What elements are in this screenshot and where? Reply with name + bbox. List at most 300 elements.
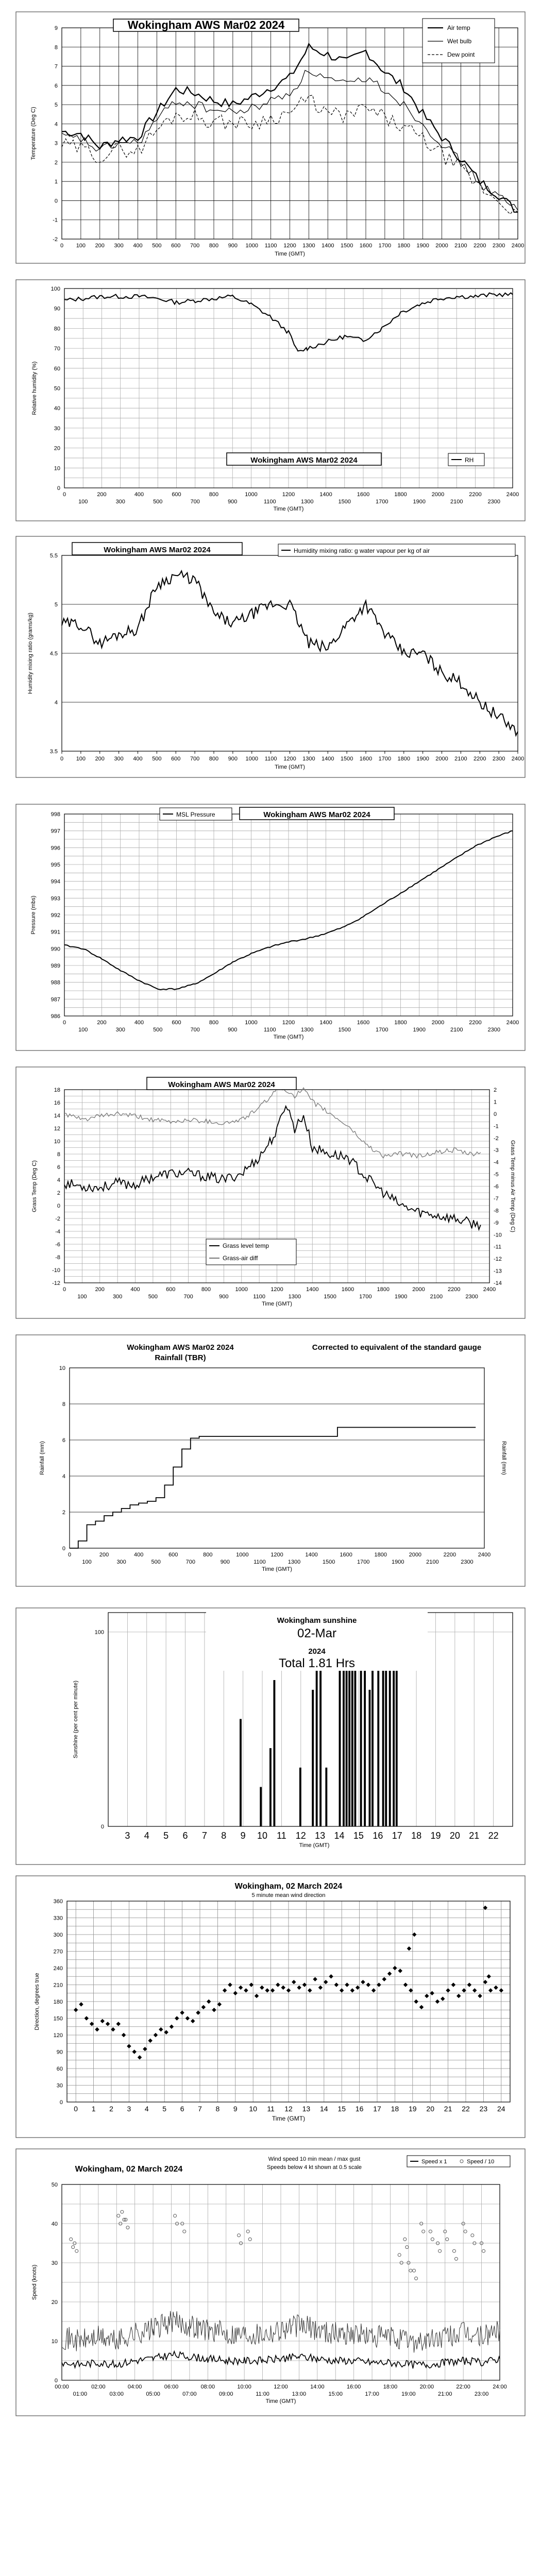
wind-direction-subtitle: 5 minute mean wind direction bbox=[251, 1892, 326, 1899]
pressure-y-tick-11: 997 bbox=[50, 828, 60, 835]
wind-speed-x-label: Time (GMT) bbox=[265, 2398, 296, 2404]
wind-speed-x-tick-top-1: 02:00 bbox=[91, 2384, 106, 2390]
wind-speed-x-tick-bottom-8: 17:00 bbox=[365, 2391, 379, 2397]
rainfall-x-tick-top-1: 200 bbox=[99, 1552, 109, 1558]
mixing-y-label: Humidity mixing ratio (grams/kg) bbox=[27, 613, 33, 694]
temperature-legend-label-2: Dew point bbox=[447, 51, 475, 58]
rainfall-note: Corrected to equivalent of the standard gauge bbox=[312, 1343, 482, 1352]
grass-y-right-tick-3: -11 bbox=[494, 1244, 502, 1250]
humidity-x-tick-top-9: 1800 bbox=[394, 492, 407, 498]
wind-direction-y-tick-7: 210 bbox=[53, 1982, 63, 1989]
sunshine-burst-2 bbox=[270, 1749, 271, 1826]
humidity-x-tick-bottom-10: 2100 bbox=[450, 499, 463, 505]
rainfall-x-label: Time (GMT) bbox=[262, 1566, 292, 1572]
wind-speed-x-tick-top-8: 16:00 bbox=[346, 2384, 361, 2390]
wind-speed-y-tick-5: 50 bbox=[51, 2182, 58, 2188]
mixing-x-tick-22: 2200 bbox=[474, 756, 486, 762]
mixing-y-tick-1: 4 bbox=[54, 700, 58, 706]
temperature-x-tick-15: 1500 bbox=[340, 243, 353, 249]
mixing-x-tick-14: 1400 bbox=[322, 756, 334, 762]
rainfall-title: Wokingham AWS Mar02 2024 bbox=[127, 1343, 234, 1352]
sunshine-date: 02-Mar bbox=[297, 1626, 337, 1640]
grass-y-tick-15: 18 bbox=[54, 1087, 60, 1093]
rainfall-x-tick-bottom-3: 700 bbox=[185, 1559, 195, 1565]
sunshine-y-label: Sunshine (per cent per minute) bbox=[73, 1680, 79, 1759]
sunshine-x-label: Time (GMT) bbox=[299, 1842, 330, 1849]
wind-direction-x-tick-0: 0 bbox=[74, 2105, 78, 2113]
rainfall-x-tick-top-12: 2400 bbox=[478, 1552, 491, 1558]
pressure-x-tick-top-11: 2200 bbox=[469, 1020, 482, 1026]
wind-speed-panel bbox=[15, 2148, 526, 2416]
wind-speed-y-label: Speed (knots) bbox=[31, 2264, 38, 2300]
temperature-y-tick-1: -1 bbox=[53, 217, 58, 224]
grass-x-tick-bottom-8: 1700 bbox=[359, 1294, 372, 1300]
temperature-x-tick-5: 500 bbox=[152, 243, 162, 249]
temperature-y-tick-11: 9 bbox=[54, 25, 58, 31]
pressure-x-tick-bottom-4: 900 bbox=[228, 1027, 238, 1033]
wind-speed-x-tick-top-7: 14:00 bbox=[310, 2384, 325, 2390]
pressure-x-tick-top-8: 1600 bbox=[357, 1020, 370, 1026]
sunshine-x-tick-19: 22 bbox=[488, 1831, 499, 1841]
temperature-legend-label-0: Air temp bbox=[447, 24, 470, 31]
grass-x-tick-bottom-6: 1300 bbox=[288, 1294, 301, 1300]
sunshine-chart bbox=[15, 1607, 526, 1865]
sunshine-burst-5 bbox=[312, 1690, 313, 1826]
wind-direction-y-tick-2: 60 bbox=[56, 2066, 63, 2072]
grass-y-right-tick-4: -10 bbox=[494, 1232, 502, 1239]
humidity-x-tick-top-5: 1000 bbox=[245, 492, 258, 498]
wind-direction-x-tick-17: 17 bbox=[373, 2105, 381, 2113]
grass-x-tick-top-5: 1000 bbox=[235, 1286, 248, 1293]
temperature-chart bbox=[15, 11, 526, 264]
rainfall-y-tick-2: 4 bbox=[62, 1473, 65, 1480]
sunshine-burst-3 bbox=[274, 1681, 275, 1826]
pressure-x-tick-top-10: 2000 bbox=[431, 1020, 445, 1026]
temperature-x-tick-16: 1600 bbox=[359, 243, 373, 249]
pressure-x-tick-bottom-10: 2100 bbox=[450, 1027, 463, 1033]
humidity-panel bbox=[15, 279, 526, 521]
rainfall-x-tick-top-2: 400 bbox=[133, 1552, 144, 1558]
mixing-x-tick-18: 1800 bbox=[397, 756, 410, 762]
wind-direction-x-tick-9: 9 bbox=[233, 2105, 238, 2113]
wind-direction-y-tick-0: 0 bbox=[59, 2099, 63, 2106]
temperature-x-tick-13: 1300 bbox=[302, 243, 315, 249]
wind-speed-x-tick-top-5: 10:00 bbox=[237, 2384, 251, 2390]
rainfall-y-tick-1: 2 bbox=[62, 1510, 65, 1516]
pressure-y-tick-8: 994 bbox=[50, 878, 60, 885]
sunshine-x-tick-17: 20 bbox=[449, 1831, 460, 1841]
sunshine-x-tick-1: 4 bbox=[144, 1831, 149, 1841]
pressure-y-tick-3: 989 bbox=[50, 963, 60, 969]
wind-direction-y-tick-1: 30 bbox=[56, 2082, 63, 2089]
pressure-x-tick-bottom-1: 300 bbox=[115, 1027, 125, 1033]
grass-y-tick-11: 10 bbox=[54, 1139, 60, 1145]
humidity-x-tick-bottom-1: 300 bbox=[115, 499, 125, 505]
temperature-x-tick-3: 300 bbox=[114, 243, 124, 249]
grass-x-tick-bottom-0: 100 bbox=[77, 1294, 87, 1300]
sunshine-x-tick-12: 15 bbox=[353, 1831, 364, 1841]
wind-speed-x-tick-bottom-7: 15:00 bbox=[328, 2391, 343, 2397]
wind-speed-x-tick-bottom-10: 21:00 bbox=[437, 2391, 452, 2397]
rainfall-chart bbox=[15, 1334, 526, 1587]
temperature-x-tick-22: 2200 bbox=[474, 243, 486, 249]
wind-direction-x-tick-5: 5 bbox=[162, 2105, 167, 2113]
wind-speed-title: Wokingham, 02 March 2024 bbox=[75, 2165, 183, 2174]
wind-direction-x-tick-14: 14 bbox=[320, 2105, 328, 2113]
humidity-x-tick-top-0: 0 bbox=[62, 492, 66, 498]
wind-speed-x-tick-top-6: 12:00 bbox=[274, 2384, 288, 2390]
grass-y-right-tick-2: -12 bbox=[494, 1256, 502, 1263]
grass-y-tick-5: -2 bbox=[55, 1216, 60, 1222]
humidity-y-tick-2: 20 bbox=[54, 445, 60, 452]
pressure-x-tick-top-4: 800 bbox=[209, 1020, 219, 1026]
grass-y-right-tick-9: -5 bbox=[494, 1172, 499, 1178]
pressure-y-tick-5: 991 bbox=[50, 929, 60, 936]
grass-y-tick-13: 14 bbox=[54, 1113, 60, 1119]
grass-y-tick-9: 6 bbox=[57, 1164, 60, 1171]
pressure-x-tick-bottom-2: 500 bbox=[153, 1027, 163, 1033]
humidity-x-tick-bottom-7: 1500 bbox=[338, 499, 351, 505]
rainfall-y-tick-0: 0 bbox=[62, 1546, 65, 1552]
grass-x-tick-bottom-11: 2300 bbox=[465, 1294, 478, 1300]
humidity-y-tick-10: 100 bbox=[50, 286, 60, 292]
wind-speed-x-tick-top-3: 06:00 bbox=[164, 2384, 179, 2390]
pressure-y-tick-10: 996 bbox=[50, 845, 60, 852]
sunshine-burst-17 bbox=[369, 1690, 370, 1826]
humidity-x-tick-top-10: 2000 bbox=[431, 492, 445, 498]
pressure-x-tick-bottom-8: 1700 bbox=[376, 1027, 388, 1033]
wind-direction-y-tick-9: 270 bbox=[53, 1948, 63, 1955]
humidity-y-tick-9: 90 bbox=[54, 306, 60, 312]
wind-direction-y-tick-10: 300 bbox=[53, 1932, 63, 1938]
wind-direction-x-tick-8: 8 bbox=[215, 2105, 220, 2113]
humidity-x-tick-bottom-2: 500 bbox=[153, 499, 163, 505]
mixing-x-tick-1: 100 bbox=[76, 756, 86, 762]
humidity-x-label: Time (GMT) bbox=[273, 506, 304, 512]
rainfall-x-tick-bottom-8: 1700 bbox=[357, 1559, 370, 1565]
temperature-x-label: Time (GMT) bbox=[275, 251, 305, 257]
pressure-x-tick-top-5: 1000 bbox=[245, 1020, 258, 1026]
humidity-x-tick-top-3: 600 bbox=[172, 492, 181, 498]
pressure-x-tick-bottom-7: 1500 bbox=[338, 1027, 351, 1033]
sunshine-x-tick-18: 21 bbox=[469, 1831, 480, 1841]
rainfall-x-tick-bottom-9: 1900 bbox=[392, 1559, 404, 1565]
temperature-y-tick-10: 8 bbox=[54, 44, 58, 51]
mixing-x-tick-9: 900 bbox=[228, 756, 238, 762]
mixing-x-tick-16: 1600 bbox=[359, 756, 373, 762]
temperature-x-tick-12: 1200 bbox=[283, 243, 296, 249]
grass-y-right-tick-0: -14 bbox=[494, 1280, 502, 1286]
temperature-panel bbox=[15, 11, 526, 264]
grass-temperature-chart bbox=[15, 1066, 526, 1319]
wind-speed-legend-label-0: Speed x 1 bbox=[421, 2159, 447, 2165]
grass-x-tick-top-3: 600 bbox=[166, 1286, 176, 1293]
grass-x-tick-bottom-5: 1100 bbox=[253, 1294, 265, 1300]
humidity-x-tick-top-1: 200 bbox=[97, 492, 107, 498]
rainfall-panel bbox=[15, 1334, 526, 1587]
humidity-legend-label: RH bbox=[465, 456, 474, 464]
grass-y-tick-0: -12 bbox=[52, 1280, 60, 1286]
grass-y-tick-3: -6 bbox=[55, 1242, 60, 1248]
sunshine-year: 2024 bbox=[308, 1647, 326, 1656]
humidity-y-tick-4: 40 bbox=[54, 405, 60, 412]
sunshine-x-tick-2: 5 bbox=[163, 1831, 169, 1841]
pressure-title: Wokingham AWS Mar02 2024 bbox=[263, 810, 370, 819]
temperature-x-tick-23: 2300 bbox=[492, 243, 505, 249]
mixing-legend-label: Humidity mixing ratio: g water vapour per kg of air bbox=[294, 547, 430, 554]
rainfall-x-tick-top-7: 1400 bbox=[305, 1552, 318, 1558]
grass-y-tick-8: 4 bbox=[57, 1177, 60, 1183]
rainfall-x-tick-bottom-7: 1500 bbox=[322, 1559, 335, 1565]
sunshine-burst-7 bbox=[320, 1651, 321, 1826]
pressure-x-tick-top-3: 600 bbox=[172, 1020, 181, 1026]
mixing-x-tick-6: 600 bbox=[171, 756, 181, 762]
grass-x-tick-top-10: 2000 bbox=[412, 1286, 425, 1293]
wind-direction-x-tick-20: 20 bbox=[426, 2105, 434, 2113]
grass-x-tick-top-4: 800 bbox=[201, 1286, 211, 1293]
mixing-x-tick-19: 1900 bbox=[416, 756, 429, 762]
pressure-y-tick-6: 992 bbox=[50, 912, 60, 919]
mixing-x-label: Time (GMT) bbox=[275, 764, 305, 770]
sunshine-y-tick-0: 0 bbox=[100, 1824, 104, 1830]
sunshine-burst-1 bbox=[260, 1788, 261, 1826]
wind-speed-y-tick-4: 40 bbox=[51, 2221, 58, 2227]
temperature-y-label: Temperature (Deg C) bbox=[30, 107, 37, 160]
grass-y-right-tick-6: -8 bbox=[494, 1208, 499, 1214]
wind-direction-x-tick-3: 3 bbox=[127, 2105, 131, 2113]
sunshine-x-tick-13: 16 bbox=[373, 1831, 383, 1841]
temperature-x-tick-20: 2000 bbox=[435, 243, 448, 249]
humidity-x-tick-bottom-4: 900 bbox=[228, 499, 238, 505]
pressure-x-tick-top-2: 400 bbox=[134, 1020, 144, 1026]
pressure-x-tick-top-7: 1400 bbox=[319, 1020, 332, 1026]
pressure-y-tick-0: 986 bbox=[50, 1013, 60, 1020]
pressure-y-label: Pressure (mbs) bbox=[30, 895, 37, 935]
mixing-x-tick-11: 1100 bbox=[264, 756, 277, 762]
grass-y-tick-4: -4 bbox=[55, 1229, 60, 1235]
grass-x-tick-bottom-10: 2100 bbox=[430, 1294, 443, 1300]
rainfall-x-tick-top-10: 2000 bbox=[409, 1552, 422, 1558]
sunshine-y-tick-1: 100 bbox=[94, 1629, 104, 1636]
wind-direction-title: Wokingham, 02 March 2024 bbox=[234, 1882, 343, 1891]
wind-direction-panel-border bbox=[16, 1876, 525, 2138]
rainfall-x-tick-bottom-4: 900 bbox=[220, 1559, 230, 1565]
sunshine-x-tick-10: 13 bbox=[315, 1831, 326, 1841]
mixing-title: Wokingham AWS Mar02 2024 bbox=[104, 546, 211, 554]
mixing-y-tick-3: 5 bbox=[54, 602, 58, 608]
humidity-y-label: Relative humidity (%) bbox=[31, 361, 38, 415]
humidity-x-tick-bottom-11: 2300 bbox=[487, 499, 500, 505]
wind-direction-x-tick-10: 10 bbox=[249, 2105, 257, 2113]
wind-direction-y-label: Direction, degrees true bbox=[34, 1973, 40, 2030]
mixing-x-tick-5: 500 bbox=[152, 756, 162, 762]
sunshine-panel bbox=[15, 1607, 526, 1865]
sunshine-x-tick-0: 3 bbox=[125, 1831, 130, 1841]
grass-x-tick-bottom-9: 1900 bbox=[394, 1294, 408, 1300]
temperature-x-tick-10: 1000 bbox=[245, 243, 258, 249]
humidity-x-tick-top-11: 2200 bbox=[469, 492, 482, 498]
grass-y-right-tick-10: -4 bbox=[494, 1159, 499, 1166]
mixing-x-tick-21: 2100 bbox=[454, 756, 467, 762]
grass-y-right-tick-14: 0 bbox=[494, 1111, 497, 1117]
mixing-x-tick-4: 400 bbox=[133, 756, 143, 762]
wind-speed-x-tick-bottom-2: 05:00 bbox=[146, 2391, 160, 2397]
grass-y-right-tick-13: -1 bbox=[494, 1123, 499, 1130]
grass-y-right-tick-8: -6 bbox=[494, 1183, 499, 1190]
wind-speed-y-tick-3: 30 bbox=[51, 2260, 58, 2266]
pressure-panel bbox=[15, 804, 526, 1051]
wind-speed-x-tick-bottom-11: 23:00 bbox=[474, 2391, 489, 2397]
mixing-x-tick-17: 1700 bbox=[378, 756, 392, 762]
pressure-legend-label: MSL Pressure bbox=[176, 811, 215, 818]
pressure-x-tick-top-12: 2400 bbox=[506, 1020, 519, 1026]
temperature-y-tick-5: 3 bbox=[54, 140, 58, 147]
sunshine-x-tick-16: 19 bbox=[430, 1831, 441, 1841]
grass-x-tick-top-9: 1800 bbox=[377, 1286, 390, 1293]
humidity-y-tick-6: 60 bbox=[54, 365, 60, 372]
pressure-x-tick-top-6: 1200 bbox=[282, 1020, 295, 1026]
grass-x-tick-top-11: 2200 bbox=[448, 1286, 461, 1293]
pressure-x-tick-top-0: 0 bbox=[62, 1020, 66, 1026]
grass-x-tick-top-12: 2400 bbox=[483, 1286, 496, 1293]
grass-legend-label-1: Grass-air diff bbox=[223, 1255, 258, 1262]
humidity-y-tick-8: 80 bbox=[54, 326, 60, 332]
rainfall-x-tick-top-5: 1000 bbox=[236, 1552, 249, 1558]
grass-x-tick-top-7: 1400 bbox=[306, 1286, 319, 1293]
pressure-y-tick-4: 990 bbox=[50, 946, 60, 953]
humidity-y-tick-7: 70 bbox=[54, 346, 60, 352]
grass-y-right-tick-11: -3 bbox=[494, 1147, 499, 1154]
sunshine-x-tick-8: 11 bbox=[277, 1831, 286, 1841]
sunshine-x-tick-3: 6 bbox=[182, 1831, 188, 1841]
temperature-x-tick-7: 700 bbox=[190, 243, 200, 249]
sunshine-burst-4 bbox=[300, 1768, 301, 1826]
sunshine-x-tick-14: 17 bbox=[392, 1831, 402, 1841]
mixing-panel-border bbox=[16, 536, 525, 777]
grass-y-tick-14: 16 bbox=[54, 1100, 60, 1106]
wind-speed-y-tick-0: 0 bbox=[54, 2378, 58, 2384]
wind-speed-chart bbox=[15, 2148, 526, 2416]
wind-direction-x-tick-24: 24 bbox=[497, 2105, 505, 2113]
pressure-y-tick-1: 987 bbox=[50, 996, 60, 1003]
wind-direction-x-tick-15: 15 bbox=[337, 2105, 346, 2113]
pressure-x-tick-bottom-11: 2300 bbox=[487, 1027, 500, 1033]
humidity-x-tick-top-6: 1200 bbox=[282, 492, 295, 498]
pressure-panel-border bbox=[16, 804, 525, 1050]
sunshine-burst-8 bbox=[326, 1768, 327, 1826]
grass-y-right-label: Grass Temp minus Air Temp (Deg C) bbox=[510, 1140, 516, 1232]
grass-legend-label-0: Grass level temp bbox=[223, 1242, 269, 1249]
temperature-x-tick-9: 900 bbox=[228, 243, 238, 249]
temperature-title: Wokingham AWS Mar02 2024 bbox=[127, 19, 285, 31]
wind-direction-x-tick-21: 21 bbox=[444, 2105, 452, 2113]
wind-speed-x-tick-bottom-0: 01:00 bbox=[73, 2391, 88, 2397]
humidity-x-tick-bottom-0: 100 bbox=[78, 499, 88, 505]
wind-direction-y-tick-5: 150 bbox=[53, 2015, 63, 2022]
mixing-y-tick-2: 4.5 bbox=[49, 651, 58, 657]
temperature-x-tick-0: 0 bbox=[60, 243, 64, 249]
humidity-x-tick-top-4: 800 bbox=[209, 492, 219, 498]
wind-direction-y-tick-3: 90 bbox=[56, 2049, 63, 2056]
wind-speed-subtitle: Wind speed 10 min mean / max gust bbox=[268, 2156, 361, 2162]
humidity-x-tick-bottom-3: 700 bbox=[190, 499, 200, 505]
mixing-x-tick-3: 300 bbox=[114, 756, 124, 762]
temperature-x-tick-21: 2100 bbox=[454, 243, 467, 249]
grass-x-tick-bottom-7: 1500 bbox=[324, 1294, 336, 1300]
wind-speed-x-tick-bottom-5: 11:00 bbox=[256, 2391, 269, 2397]
temperature-x-tick-1: 100 bbox=[76, 243, 86, 249]
grass-y-tick-7: 2 bbox=[57, 1190, 60, 1196]
mixing-x-tick-0: 0 bbox=[60, 756, 64, 762]
rainfall-x-tick-top-9: 1800 bbox=[374, 1552, 387, 1558]
rainfall-x-tick-top-6: 1200 bbox=[270, 1552, 283, 1558]
mixing-x-tick-8: 800 bbox=[209, 756, 219, 762]
pressure-y-tick-7: 993 bbox=[50, 895, 60, 902]
temperature-y-tick-8: 6 bbox=[54, 82, 58, 89]
pressure-x-tick-bottom-9: 1900 bbox=[413, 1027, 426, 1033]
mixing-x-tick-24: 2400 bbox=[511, 756, 525, 762]
grass-y-tick-10: 8 bbox=[57, 1151, 60, 1158]
sunshine-x-tick-9: 12 bbox=[295, 1831, 306, 1841]
temperature-y-tick-9: 7 bbox=[54, 63, 58, 70]
temperature-x-tick-17: 1700 bbox=[378, 243, 392, 249]
rainfall-x-tick-top-0: 0 bbox=[67, 1552, 72, 1558]
wind-speed-x-tick-top-11: 22:00 bbox=[456, 2384, 470, 2390]
temperature-x-tick-18: 1800 bbox=[397, 243, 410, 249]
sunshine-x-tick-6: 9 bbox=[240, 1831, 246, 1841]
wind-speed-x-tick-top-0: 00:00 bbox=[55, 2384, 69, 2390]
rainfall-x-tick-bottom-11: 2300 bbox=[461, 1559, 474, 1565]
temperature-x-tick-19: 1900 bbox=[416, 243, 429, 249]
pressure-x-tick-top-9: 1800 bbox=[394, 1020, 407, 1026]
temperature-y-tick-6: 4 bbox=[54, 121, 58, 128]
rainfall-y-tick-5: 10 bbox=[59, 1365, 65, 1371]
mixing-x-tick-7: 700 bbox=[190, 756, 200, 762]
wind-speed-x-tick-bottom-6: 13:00 bbox=[292, 2391, 307, 2397]
humidity-x-tick-top-12: 2400 bbox=[506, 492, 519, 498]
rainfall-x-tick-bottom-10: 2100 bbox=[426, 1559, 439, 1565]
pressure-y-tick-12: 998 bbox=[50, 811, 60, 818]
humidity-y-tick-3: 30 bbox=[54, 425, 60, 432]
grass-x-tick-top-1: 200 bbox=[95, 1286, 105, 1293]
wind-speed-x-tick-bottom-1: 03:00 bbox=[109, 2391, 124, 2397]
grass-x-label: Time (GMT) bbox=[262, 1301, 292, 1307]
humidity-y-tick-5: 50 bbox=[54, 385, 60, 392]
wind-direction-panel bbox=[15, 1875, 526, 2138]
humidity-x-tick-top-8: 1600 bbox=[357, 492, 370, 498]
temperature-x-tick-14: 1400 bbox=[322, 243, 334, 249]
temperature-y-tick-4: 2 bbox=[54, 159, 58, 166]
sunshine-x-tick-7: 10 bbox=[257, 1831, 268, 1841]
humidity-title: Wokingham AWS Mar02 2024 bbox=[250, 456, 358, 465]
pressure-x-tick-bottom-6: 1300 bbox=[301, 1027, 314, 1033]
wind-direction-x-tick-12: 12 bbox=[284, 2105, 293, 2113]
wind-direction-x-tick-7: 7 bbox=[198, 2105, 202, 2113]
rainfall-x-tick-top-3: 600 bbox=[168, 1552, 178, 1558]
humidity-x-tick-bottom-8: 1700 bbox=[376, 499, 388, 505]
grass-x-tick-bottom-4: 900 bbox=[219, 1294, 229, 1300]
wind-speed-x-tick-top-12: 24:00 bbox=[493, 2384, 507, 2390]
mixing-ratio-panel bbox=[15, 536, 526, 778]
rainfall-y-tick-4: 8 bbox=[62, 1401, 65, 1408]
sunshine-x-tick-5: 8 bbox=[221, 1831, 227, 1841]
wind-direction-x-tick-1: 1 bbox=[91, 2105, 96, 2113]
grass-y-tick-6: 0 bbox=[57, 1203, 60, 1209]
rainfall-panel-border bbox=[16, 1335, 525, 1586]
temperature-y-tick-2: 0 bbox=[54, 198, 58, 205]
grass-y-right-tick-16: 2 bbox=[494, 1087, 497, 1093]
rainfall-y-tick-3: 6 bbox=[62, 1437, 65, 1444]
